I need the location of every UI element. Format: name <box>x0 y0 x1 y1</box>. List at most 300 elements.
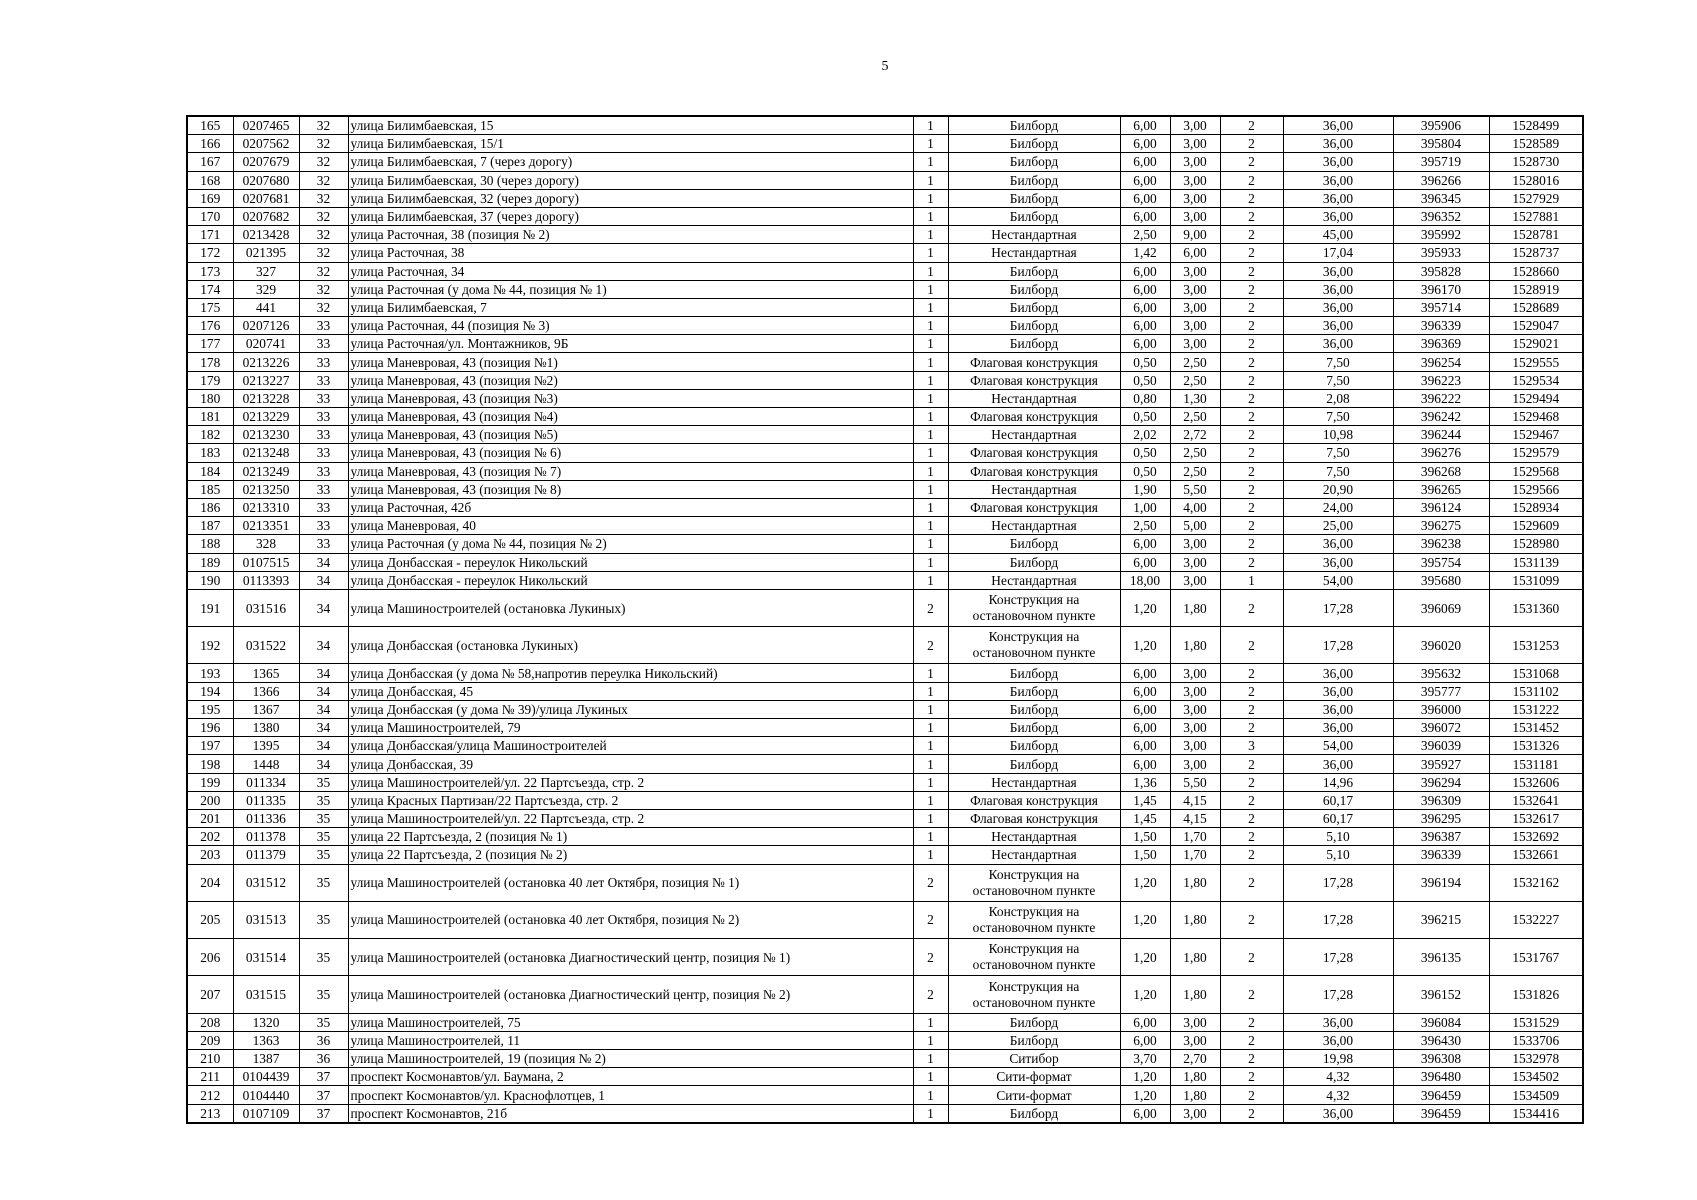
cell-district-number: 32 <box>299 262 348 280</box>
cell-sides-count: 1 <box>913 517 948 535</box>
cell-coordinate-x: 396294 <box>1393 773 1489 791</box>
cell-row-number: 188 <box>187 535 233 553</box>
cell-coordinate-x: 396309 <box>1393 791 1489 809</box>
table-row <box>187 571 1583 589</box>
table-row <box>187 353 1583 371</box>
cell-address: улица Маневровая, 43 (позиция № 7) <box>348 462 913 480</box>
cell-coordinate-y: 1531326 <box>1489 737 1583 755</box>
cell-structure-type: Билборд <box>948 135 1120 153</box>
cell-structure-type: Билборд <box>948 153 1120 171</box>
cell-coordinate-y: 1529468 <box>1489 408 1583 426</box>
cell-area: 17,28 <box>1283 627 1393 664</box>
cell-row-number: 204 <box>187 864 233 901</box>
cell-height: 3,00 <box>1170 317 1220 335</box>
cell-structure-code: 031514 <box>233 939 299 976</box>
cell-width: 1,20 <box>1120 1086 1170 1104</box>
cell-height: 3,00 <box>1170 189 1220 207</box>
cell-structure-code: 0207562 <box>233 135 299 153</box>
cell-structure-code: 0213228 <box>233 389 299 407</box>
cell-structure-code: 1387 <box>233 1050 299 1068</box>
cell-coordinate-x: 395632 <box>1393 664 1489 682</box>
cell-structure-type: Билборд <box>948 737 1120 755</box>
cell-area: 25,00 <box>1283 517 1393 535</box>
cell-sides: 2 <box>1220 846 1283 864</box>
cell-structure-type: Конструкция на остановочном пункте <box>948 901 1120 938</box>
cell-address: улица Машиностроителей (остановка Лукиных) <box>348 589 913 626</box>
table-row <box>187 408 1583 426</box>
cell-area: 14,96 <box>1283 773 1393 791</box>
cell-structure-code: 0213227 <box>233 371 299 389</box>
cell-sides-count: 1 <box>913 262 948 280</box>
cell-sides: 2 <box>1220 535 1283 553</box>
cell-coordinate-x: 396480 <box>1393 1068 1489 1086</box>
table-row <box>187 171 1583 189</box>
cell-structure-code: 031516 <box>233 589 299 626</box>
cell-district-number: 32 <box>299 244 348 262</box>
cell-coordinate-y: 1529609 <box>1489 517 1583 535</box>
cell-height: 3,00 <box>1170 262 1220 280</box>
cell-area: 5,10 <box>1283 828 1393 846</box>
cell-sides: 2 <box>1220 682 1283 700</box>
cell-coordinate-x: 396072 <box>1393 719 1489 737</box>
cell-structure-code: 328 <box>233 535 299 553</box>
table-row <box>187 791 1583 809</box>
cell-row-number: 183 <box>187 444 233 462</box>
cell-height: 4,15 <box>1170 809 1220 827</box>
cell-sides-count: 1 <box>913 426 948 444</box>
cell-coordinate-y: 1532227 <box>1489 901 1583 938</box>
cell-sides-count: 1 <box>913 846 948 864</box>
cell-row-number: 199 <box>187 773 233 791</box>
cell-address: проспект Космонавтов/ул. Краснофлотцев, 1 <box>348 1086 913 1104</box>
cell-coordinate-x: 395927 <box>1393 755 1489 773</box>
table-row <box>187 244 1583 262</box>
cell-height: 1,80 <box>1170 939 1220 976</box>
cell-address: улица Машиностроителей, 19 (позиция № 2) <box>348 1050 913 1068</box>
cell-width: 1,20 <box>1120 627 1170 664</box>
cell-address: улица Расточная, 38 <box>348 244 913 262</box>
cell-sides-count: 2 <box>913 901 948 938</box>
cell-coordinate-x: 396352 <box>1393 207 1489 225</box>
cell-sides: 2 <box>1220 864 1283 901</box>
cell-coordinate-x: 396268 <box>1393 462 1489 480</box>
cell-width: 6,00 <box>1120 1013 1170 1031</box>
cell-coordinate-y: 1531529 <box>1489 1013 1583 1031</box>
cell-area: 17,28 <box>1283 976 1393 1013</box>
cell-structure-code: 0213249 <box>233 462 299 480</box>
cell-sides-count: 2 <box>913 939 948 976</box>
cell-coordinate-x: 396170 <box>1393 280 1489 298</box>
cell-district-number: 33 <box>299 426 348 444</box>
cell-height: 1,70 <box>1170 846 1220 864</box>
table-row <box>187 976 1583 1013</box>
cell-address: улица Машиностроителей/ул. 22 Партсъезда, стр. 2 <box>348 809 913 827</box>
table-row <box>187 1104 1583 1123</box>
table-row <box>187 226 1583 244</box>
cell-width: 6,00 <box>1120 664 1170 682</box>
cell-structure-code: 020741 <box>233 335 299 353</box>
cell-height: 3,00 <box>1170 664 1220 682</box>
cell-width: 6,00 <box>1120 535 1170 553</box>
cell-structure-type: Нестандартная <box>948 389 1120 407</box>
table-row <box>187 335 1583 353</box>
cell-coordinate-x: 396135 <box>1393 939 1489 976</box>
cell-coordinate-y: 1528689 <box>1489 298 1583 316</box>
cell-sides-count: 1 <box>913 1086 948 1104</box>
cell-height: 2,50 <box>1170 371 1220 389</box>
table-body <box>187 116 1583 1123</box>
cell-address: улица Донбасская, 39 <box>348 755 913 773</box>
cell-district-number: 33 <box>299 408 348 426</box>
cell-area: 4,32 <box>1283 1068 1393 1086</box>
cell-sides: 2 <box>1220 1050 1283 1068</box>
cell-coordinate-y: 1533706 <box>1489 1031 1583 1049</box>
cell-height: 1,80 <box>1170 976 1220 1013</box>
cell-height: 3,00 <box>1170 571 1220 589</box>
cell-structure-code: 0207465 <box>233 116 299 135</box>
cell-height: 3,00 <box>1170 116 1220 135</box>
cell-structure-type: Билборд <box>948 280 1120 298</box>
cell-row-number: 195 <box>187 700 233 718</box>
cell-coordinate-x: 396194 <box>1393 864 1489 901</box>
cell-row-number: 192 <box>187 627 233 664</box>
cell-structure-type: Билборд <box>948 171 1120 189</box>
table-row <box>187 1086 1583 1104</box>
cell-address: улица Маневровая, 43 (позиция № 8) <box>348 480 913 498</box>
cell-height: 3,00 <box>1170 700 1220 718</box>
cell-sides: 2 <box>1220 1013 1283 1031</box>
cell-sides: 2 <box>1220 700 1283 718</box>
cell-coordinate-x: 396244 <box>1393 426 1489 444</box>
cell-coordinate-y: 1531181 <box>1489 755 1583 773</box>
cell-row-number: 182 <box>187 426 233 444</box>
cell-district-number: 34 <box>299 589 348 626</box>
cell-coordinate-y: 1528660 <box>1489 262 1583 280</box>
cell-width: 6,00 <box>1120 1031 1170 1049</box>
cell-row-number: 200 <box>187 791 233 809</box>
cell-district-number: 33 <box>299 498 348 516</box>
cell-height: 3,00 <box>1170 1031 1220 1049</box>
cell-coordinate-y: 1531253 <box>1489 627 1583 664</box>
cell-coordinate-x: 396000 <box>1393 700 1489 718</box>
cell-coordinate-y: 1528934 <box>1489 498 1583 516</box>
cell-coordinate-x: 396223 <box>1393 371 1489 389</box>
cell-row-number: 169 <box>187 189 233 207</box>
cell-address: улица Билимбаевская, 15/1 <box>348 135 913 153</box>
cell-sides: 2 <box>1220 244 1283 262</box>
cell-width: 1,45 <box>1120 791 1170 809</box>
cell-row-number: 196 <box>187 719 233 737</box>
cell-row-number: 185 <box>187 480 233 498</box>
cell-area: 2,08 <box>1283 389 1393 407</box>
table-row <box>187 755 1583 773</box>
table-row <box>187 719 1583 737</box>
cell-width: 6,00 <box>1120 116 1170 135</box>
table-row <box>187 535 1583 553</box>
cell-coordinate-x: 396430 <box>1393 1031 1489 1049</box>
cell-height: 5,50 <box>1170 480 1220 498</box>
cell-address: улица Машиностроителей/ул. 22 Партсъезда, стр. 2 <box>348 773 913 791</box>
cell-structure-code: 0113393 <box>233 571 299 589</box>
cell-width: 6,00 <box>1120 682 1170 700</box>
cell-address: улица Донбасская (у дома № 39)/улица Лукиных <box>348 700 913 718</box>
cell-height: 2,50 <box>1170 462 1220 480</box>
cell-coordinate-x: 396265 <box>1393 480 1489 498</box>
cell-coordinate-y: 1532692 <box>1489 828 1583 846</box>
cell-district-number: 37 <box>299 1104 348 1123</box>
cell-row-number: 211 <box>187 1068 233 1086</box>
cell-coordinate-y: 1528589 <box>1489 135 1583 153</box>
cell-sides: 2 <box>1220 298 1283 316</box>
cell-row-number: 194 <box>187 682 233 700</box>
cell-district-number: 32 <box>299 298 348 316</box>
cell-area: 36,00 <box>1283 262 1393 280</box>
cell-structure-type: Нестандартная <box>948 571 1120 589</box>
cell-height: 5,00 <box>1170 517 1220 535</box>
cell-sides: 2 <box>1220 226 1283 244</box>
cell-structure-code: 0104439 <box>233 1068 299 1086</box>
cell-sides: 2 <box>1220 317 1283 335</box>
cell-structure-code: 011335 <box>233 791 299 809</box>
cell-address: улица Машиностроителей, 11 <box>348 1031 913 1049</box>
cell-row-number: 174 <box>187 280 233 298</box>
table-row <box>187 298 1583 316</box>
cell-structure-code: 441 <box>233 298 299 316</box>
table-row <box>187 939 1583 976</box>
cell-height: 2,50 <box>1170 444 1220 462</box>
cell-structure-code: 0213248 <box>233 444 299 462</box>
cell-address: улица Расточная, 44 (позиция № 3) <box>348 317 913 335</box>
cell-coordinate-y: 1529555 <box>1489 353 1583 371</box>
cell-coordinate-x: 396339 <box>1393 846 1489 864</box>
cell-sides: 2 <box>1220 116 1283 135</box>
cell-area: 36,00 <box>1283 317 1393 335</box>
cell-area: 7,50 <box>1283 408 1393 426</box>
cell-sides-count: 1 <box>913 153 948 171</box>
cell-sides: 2 <box>1220 901 1283 938</box>
cell-width: 6,00 <box>1120 189 1170 207</box>
cell-address: улица Расточная (у дома № 44, позиция № 1) <box>348 280 913 298</box>
cell-coordinate-y: 1529534 <box>1489 371 1583 389</box>
table-row <box>187 773 1583 791</box>
cell-coordinate-y: 1532661 <box>1489 846 1583 864</box>
cell-structure-type: Конструкция на остановочном пункте <box>948 864 1120 901</box>
cell-width: 6,00 <box>1120 262 1170 280</box>
cell-sides-count: 1 <box>913 664 948 682</box>
cell-sides: 2 <box>1220 462 1283 480</box>
cell-district-number: 35 <box>299 809 348 827</box>
cell-coordinate-x: 396215 <box>1393 901 1489 938</box>
cell-height: 1,80 <box>1170 627 1220 664</box>
cell-width: 0,80 <box>1120 389 1170 407</box>
table-row <box>187 864 1583 901</box>
cell-row-number: 207 <box>187 976 233 1013</box>
cell-district-number: 32 <box>299 135 348 153</box>
cell-coordinate-y: 1529579 <box>1489 444 1583 462</box>
cell-width: 1,45 <box>1120 809 1170 827</box>
cell-structure-code: 1320 <box>233 1013 299 1031</box>
cell-height: 3,00 <box>1170 207 1220 225</box>
cell-area: 54,00 <box>1283 737 1393 755</box>
cell-structure-code: 1448 <box>233 755 299 773</box>
cell-row-number: 179 <box>187 371 233 389</box>
cell-area: 36,00 <box>1283 153 1393 171</box>
cell-width: 1,50 <box>1120 846 1170 864</box>
cell-row-number: 203 <box>187 846 233 864</box>
cell-area: 36,00 <box>1283 135 1393 153</box>
cell-sides: 2 <box>1220 389 1283 407</box>
cell-width: 0,50 <box>1120 444 1170 462</box>
cell-structure-code: 1363 <box>233 1031 299 1049</box>
cell-sides-count: 1 <box>913 1104 948 1123</box>
cell-width: 1,20 <box>1120 901 1170 938</box>
cell-row-number: 213 <box>187 1104 233 1123</box>
cell-structure-type: Ситибор <box>948 1050 1120 1068</box>
table-row <box>187 589 1583 626</box>
cell-height: 1,70 <box>1170 828 1220 846</box>
cell-coordinate-x: 396222 <box>1393 389 1489 407</box>
cell-address: улица Маневровая, 40 <box>348 517 913 535</box>
cell-row-number: 212 <box>187 1086 233 1104</box>
cell-coordinate-x: 396369 <box>1393 335 1489 353</box>
cell-width: 1,20 <box>1120 976 1170 1013</box>
cell-sides: 2 <box>1220 1031 1283 1049</box>
cell-area: 36,00 <box>1283 553 1393 571</box>
cell-coordinate-x: 396124 <box>1393 498 1489 516</box>
cell-address: улица Расточная, 38 (позиция № 2) <box>348 226 913 244</box>
cell-address: улица Расточная, 34 <box>348 262 913 280</box>
cell-height: 1,80 <box>1170 1068 1220 1086</box>
table-row <box>187 371 1583 389</box>
cell-structure-code: 327 <box>233 262 299 280</box>
cell-coordinate-x: 396275 <box>1393 517 1489 535</box>
cell-sides-count: 1 <box>913 408 948 426</box>
cell-sides-count: 2 <box>913 627 948 664</box>
cell-sides: 2 <box>1220 1086 1283 1104</box>
table-row <box>187 135 1583 153</box>
cell-district-number: 35 <box>299 791 348 809</box>
cell-height: 3,00 <box>1170 335 1220 353</box>
cell-coordinate-y: 1528016 <box>1489 171 1583 189</box>
cell-height: 1,80 <box>1170 1086 1220 1104</box>
table-row <box>187 737 1583 755</box>
cell-structure-type: Билборд <box>948 719 1120 737</box>
cell-coordinate-x: 395719 <box>1393 153 1489 171</box>
cell-coordinate-x: 396039 <box>1393 737 1489 755</box>
cell-sides-count: 2 <box>913 864 948 901</box>
cell-row-number: 167 <box>187 153 233 171</box>
cell-coordinate-x: 396242 <box>1393 408 1489 426</box>
cell-district-number: 32 <box>299 189 348 207</box>
cell-coordinate-x: 396266 <box>1393 171 1489 189</box>
cell-sides-count: 1 <box>913 116 948 135</box>
cell-width: 6,00 <box>1120 1104 1170 1123</box>
cell-area: 7,50 <box>1283 444 1393 462</box>
cell-address: улица Билимбаевская, 7 (через дорогу) <box>348 153 913 171</box>
cell-coordinate-x: 396295 <box>1393 809 1489 827</box>
cell-structure-type: Билборд <box>948 700 1120 718</box>
cell-coordinate-y: 1531222 <box>1489 700 1583 718</box>
cell-address: улица Машиностроителей (остановка 40 лет Октября, позиция № 1) <box>348 864 913 901</box>
cell-address: улица 22 Партсъезда, 2 (позиция № 2) <box>348 846 913 864</box>
cell-coordinate-y: 1527929 <box>1489 189 1583 207</box>
cell-row-number: 181 <box>187 408 233 426</box>
cell-district-number: 32 <box>299 226 348 244</box>
cell-sides: 2 <box>1220 408 1283 426</box>
cell-row-number: 176 <box>187 317 233 335</box>
cell-width: 6,00 <box>1120 335 1170 353</box>
cell-district-number: 36 <box>299 1031 348 1049</box>
cell-height: 2,72 <box>1170 426 1220 444</box>
cell-height: 3,00 <box>1170 1104 1220 1123</box>
cell-coordinate-x: 395992 <box>1393 226 1489 244</box>
cell-structure-code: 329 <box>233 280 299 298</box>
cell-sides: 2 <box>1220 189 1283 207</box>
cell-width: 2,50 <box>1120 226 1170 244</box>
cell-coordinate-y: 1527881 <box>1489 207 1583 225</box>
cell-address: улица Билимбаевская, 7 <box>348 298 913 316</box>
cell-width: 0,50 <box>1120 353 1170 371</box>
cell-area: 36,00 <box>1283 1031 1393 1049</box>
cell-structure-type: Билборд <box>948 682 1120 700</box>
cell-district-number: 33 <box>299 389 348 407</box>
table-row <box>187 809 1583 827</box>
cell-structure-type: Флаговая конструкция <box>948 444 1120 462</box>
cell-address: улица Маневровая, 43 (позиция № 6) <box>348 444 913 462</box>
cell-structure-type: Сити-формат <box>948 1068 1120 1086</box>
cell-structure-code: 0213250 <box>233 480 299 498</box>
cell-structure-code: 0213230 <box>233 426 299 444</box>
cell-sides-count: 1 <box>913 480 948 498</box>
cell-area: 17,28 <box>1283 939 1393 976</box>
cell-height: 2,70 <box>1170 1050 1220 1068</box>
cell-address: улица Машиностроителей, 79 <box>348 719 913 737</box>
cell-row-number: 190 <box>187 571 233 589</box>
cell-address: улица Маневровая, 43 (позиция №4) <box>348 408 913 426</box>
cell-sides-count: 1 <box>913 682 948 700</box>
cell-structure-code: 031515 <box>233 976 299 1013</box>
cell-structure-type: Флаговая конструкция <box>948 408 1120 426</box>
cell-address: улица Маневровая, 43 (позиция №5) <box>348 426 913 444</box>
cell-district-number: 36 <box>299 1050 348 1068</box>
cell-address: улица Билимбаевская, 32 (через дорогу) <box>348 189 913 207</box>
cell-coordinate-x: 396345 <box>1393 189 1489 207</box>
cell-area: 36,00 <box>1283 189 1393 207</box>
cell-sides: 2 <box>1220 480 1283 498</box>
cell-width: 6,00 <box>1120 317 1170 335</box>
cell-sides-count: 1 <box>913 809 948 827</box>
cell-sides-count: 1 <box>913 773 948 791</box>
cell-sides-count: 1 <box>913 226 948 244</box>
cell-district-number: 34 <box>299 571 348 589</box>
cell-sides-count: 1 <box>913 353 948 371</box>
cell-height: 1,80 <box>1170 589 1220 626</box>
cell-height: 2,50 <box>1170 408 1220 426</box>
placement-table <box>186 115 1584 1124</box>
cell-row-number: 171 <box>187 226 233 244</box>
table-row <box>187 1050 1583 1068</box>
cell-width: 6,00 <box>1120 207 1170 225</box>
cell-district-number: 35 <box>299 846 348 864</box>
cell-sides: 2 <box>1220 589 1283 626</box>
cell-district-number: 34 <box>299 737 348 755</box>
cell-sides-count: 1 <box>913 1031 948 1049</box>
cell-structure-type: Нестандартная <box>948 773 1120 791</box>
cell-sides: 2 <box>1220 773 1283 791</box>
table-row <box>187 517 1583 535</box>
cell-structure-type: Билборд <box>948 1031 1120 1049</box>
cell-coordinate-x: 396254 <box>1393 353 1489 371</box>
